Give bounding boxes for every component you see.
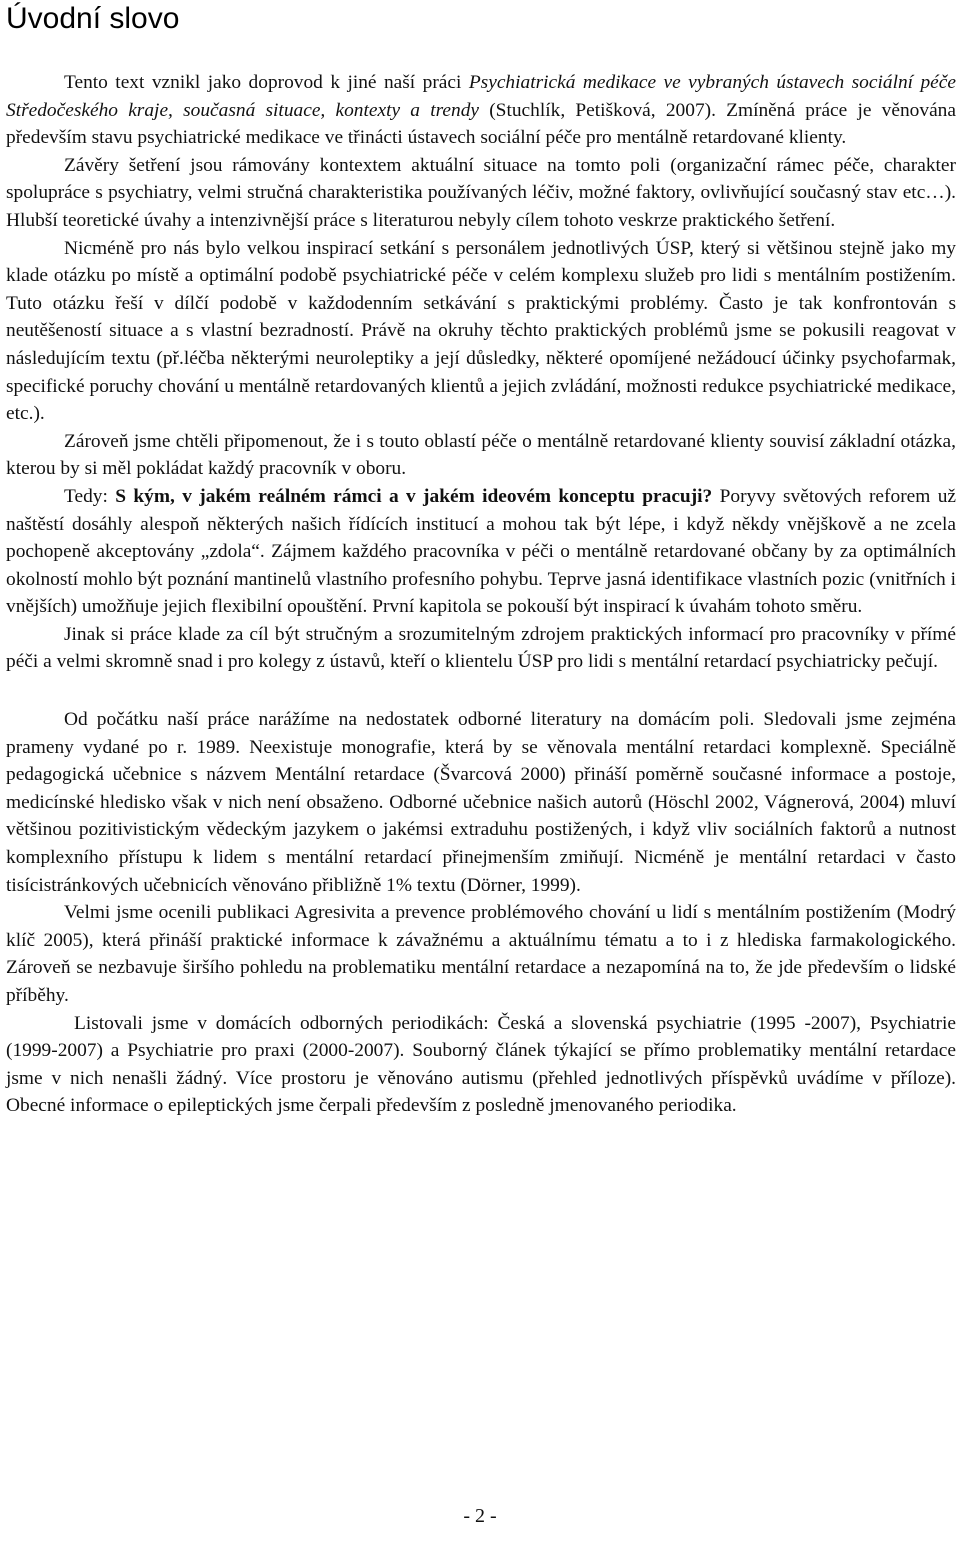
- p1-text-a: Tento text vznikl jako doprovod k jiné naší práci: [64, 72, 469, 93]
- p5-text-a: Tedy:: [64, 485, 116, 507]
- paragraph-8: Velmi jsme ocenili publikaci Agresivita a prevence problémového chování u lidí s mentálním postižením (Modrý klíč 2005), která přináší praktické informace k závažnému a aktuálnímu tématu a to i z hlediska farmakologického. Zároveň se nezbavuje širšího pohledu na problematiku mentální retardace a nezapomíná na to, že jde především o lidské příběhy.: [6, 902, 956, 1006]
- page-title: Úvodní slovo: [6, 2, 180, 35]
- paragraph-9: Listovali jsme v domácích odborných periodikách: Česká a slovenská psychiatrie (1995 -2007), Psychiatrie (1999-2007) a Psychiatrie pro praxi (2000-2007). Souborný článek týkající se přímo problematiky mentální retardace jsme v nich nenašli žádný. Více prostoru je věnováno autismu (přehled jednotlivých příspěvků uvádíme v příloze). Obecné informace o epileptických jsme čerpali především z posledně jmenovaného periodika.: [6, 1012, 956, 1117]
- p1-cited-title: Psychiatrická medikace ve vybraných ústavech sociální péče Středočeského kraje, současná situace, kontexty a trendy: [6, 72, 956, 121]
- paragraph-5: [6, 483, 956, 621]
- p5-key-question: S kým, v jakém reálném rámci a v jakém ideovém konceptu pracuji?: [115, 485, 713, 507]
- paragraph-6: Jinak si práce klade za cíl být stručným a srozumitelným zdrojem praktických informací pro pracovníky v přímé péči a velmi skromně snad i pro kolegy z ústavů, kteří o klientelu ÚSP pro lidi s mentální retardací psychiatricky pečují.: [6, 623, 956, 673]
- paragraph-7: Od počátku naší práce narážíme na nedostatek odborné literatury na domácím poli. Sledovali jsme zejména prameny vydané po r. 1989. Neexistuje monografie, která by se věnovala mentální retardaci komplexně. Speciálně pedagogická učebnice s názvem Mentální retardace (Švarcová 2000) přináší poměrně současné informace a postoje, medicínské hledisko však v nich není obsaženo. Odborné učebnice našich autorů (Höschl 2002, Vágnerová, 2004) mluví většinou pozitivistickým vědeckým jazykem o jakémsi extraduhu postižených, i když vliv sociálních faktorů a nutnost komplexního přístupu k lidem s mentální retardací přinejmenším zmiňují. Nicméně je mentální retardaci v často tisícistránkových učebnicích věnováno přibližně 1% textu (Dörner, 1999).: [6, 709, 956, 896]
- body-text: [6, 69, 956, 1120]
- paragraph-3: Nicméně pro nás bylo velkou inspirací setkání s personálem jednotlivých ÚSP, který si většinou stejně jako my klade otázku po místě a optimální podobě psychiatrické péče v celém komplexu služeb pro lidi s mentálním postižením. Tuto otázku řeší v dílčí podobě v každodenním setkávání s praktickými problémy. Často je tak konfrontován s neutěšeností situace a s vlastní bezradností. Právě na okruhy těchto praktických problémů jsme se pokusili reagovat v následujícím textu (př.léčba některými neuroleptiky a její důsledky, některé opomíjené nežádoucí účinky psychofarmak, specifické poruchy chování u mentálně retardovaných klientů a jejich zvládání, možnosti redukce psychiatrické medikace, etc.).: [6, 237, 956, 425]
- p1-text-b: (Stuchlík, Petišková, 2007). Zmíněná práce je věnována především stavu psychiatrické medikace ve třinácti ústavech sociální péče pro mentálně retardované klienty.: [6, 99, 956, 149]
- paragraph-4: Zároveň jsme chtěli připomenout, že i s touto oblastí péče o mentálně retardované klienty souvisí základní otázka, kterou by si měl pokládat každý pracovník v oboru.: [6, 430, 956, 480]
- paragraph-1: [6, 69, 956, 152]
- p5-text-b: Poryvy světových reforem už naštěstí dosáhly alespoň některých našich řídících institucí a mohou tak být lépe, i když někdy vnějškově a ne zcela pochopeně akceptovány „zdola“. Zájmem každého pracovníka v péči o mentálně retardované občany by za optimálních okolností mohlo být poznání mantinelů vlastního profesního pohybu. Teprve jasná identifikace vlastních pozic (vnitřních i vnějších) umožňuje jejich flexibilní opouštění. První kapitola se pokouší být inspirací k úvahám tohoto směru.: [6, 485, 956, 618]
- page-number: - 2 -: [463, 1505, 497, 1527]
- paragraph-2: Závěry šetření jsou rámovány kontextem aktuální situace na tomto poli (organizační rámec péče, charakter spolupráce s psychiatry, velmi stručná charakteristika používaných léčiv, možné faktory, ovlivňující současný stav etc…). Hlubší teoretické úvahy a intenzivnější práce s literaturou nebyly cílem tohoto veskrze praktického šetření.: [6, 154, 956, 231]
- paragraph-gap: [6, 676, 956, 706]
